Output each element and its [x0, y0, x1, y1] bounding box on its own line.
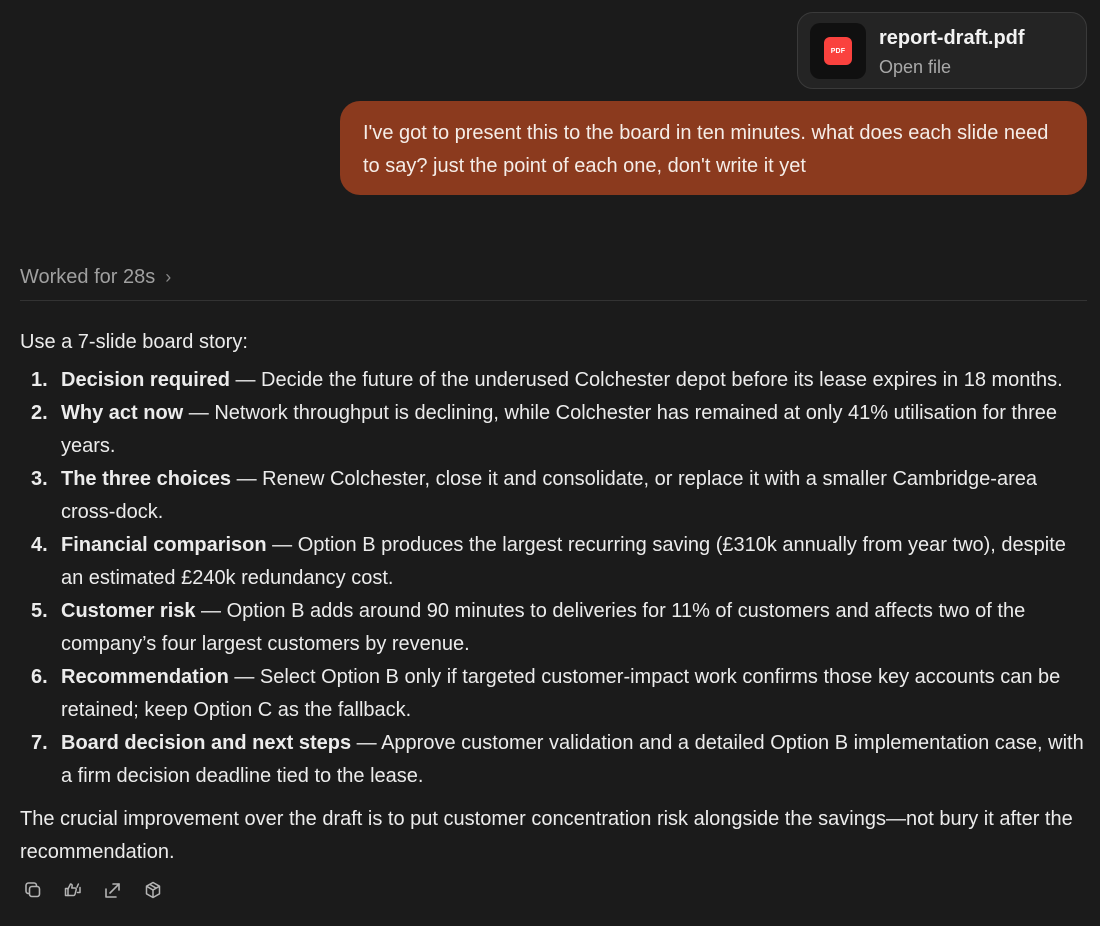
- worked-for-label: Worked for 28s: [20, 266, 156, 288]
- list-item-number: 3.: [31, 468, 48, 490]
- divider: [20, 300, 1087, 301]
- assistant-response: [20, 326, 1090, 869]
- list-item-title: Why act now: [61, 402, 184, 424]
- list-item-title: Board decision and next steps: [61, 732, 352, 754]
- list-item-number: 1.: [31, 369, 48, 391]
- list-item: [20, 529, 1090, 595]
- more-options-button[interactable]: [140, 877, 166, 903]
- list-item-number: 2.: [31, 402, 48, 424]
- list-item-title: Decision required: [61, 369, 230, 391]
- list-item-number: 4.: [31, 534, 48, 556]
- list-item-number: 7.: [31, 732, 48, 754]
- copy-icon: [23, 880, 43, 900]
- list-item: [20, 463, 1090, 529]
- copy-button[interactable]: [20, 877, 46, 903]
- pdf-icon: PDF: [824, 37, 852, 65]
- list-item: [20, 364, 1090, 397]
- list-item: [20, 397, 1090, 463]
- worked-for-toggle[interactable]: [20, 266, 171, 289]
- cube-icon: [143, 880, 163, 900]
- share-icon: [103, 880, 123, 900]
- feedback-button[interactable]: [60, 877, 86, 903]
- pdf-file-tile: [810, 23, 866, 79]
- list-item-title: Recommendation: [61, 666, 229, 688]
- list-item: [20, 661, 1090, 727]
- list-item-text: — Approve customer validation and a detailed Option B implementation case, with a firm decision deadline tied to the lease.: [61, 732, 1084, 787]
- response-closing: The crucial improvement over the draft is to put customer concentration risk alongside the savings—not bury it after the recommendation.: [20, 808, 1073, 863]
- list-item-title: Financial comparison: [61, 534, 267, 556]
- attachment-filename: report-draft.pdf: [879, 27, 1025, 49]
- user-message-bubble: [340, 101, 1087, 195]
- list-item: [20, 595, 1090, 661]
- list-item-title: Customer risk: [61, 600, 196, 622]
- list-item-text: — Option B adds around 90 minutes to deliveries for 11% of customers and affects two of the company’s four largest customers by revenue.: [61, 600, 1026, 655]
- open-file-link[interactable]: Open file: [879, 57, 952, 77]
- response-intro: Use a 7-slide board story:: [20, 331, 248, 353]
- list-item-text: — Decide the future of the underused Colchester depot before its lease expires in 18 months.: [229, 369, 1063, 391]
- slide-list: [20, 364, 1090, 793]
- attachment-card[interactable]: [797, 12, 1087, 89]
- list-item-number: 5.: [31, 600, 48, 622]
- list-item-text: — Option B produces the largest recurring saving (£310k annually from year two), despite an estimated £240k redundancy cost.: [61, 534, 1066, 589]
- list-item-text: — Select Option B only if targeted customer-impact work confirms those key accounts can be retained; keep Option C as the fallback.: [61, 666, 1061, 721]
- list-item-number: 6.: [31, 666, 48, 688]
- list-item-text: — Network throughput is declining, while Colchester has remained at only 41% utilisation for three years.: [61, 402, 1058, 457]
- share-button[interactable]: [100, 877, 126, 903]
- thumbs-up-down-icon: [63, 880, 83, 900]
- list-item-title: The three choices: [61, 468, 232, 490]
- user-message-text: I've got to present this to the board in ten minutes. what does each slide need to say? just the point of each one, don't write it yet: [363, 122, 1049, 177]
- message-actions: [20, 877, 166, 903]
- chevron-right-icon: ›: [165, 267, 172, 287]
- list-item-text: — Renew Colchester, close it and consolidate, or replace it with a smaller Cambridge-area cross-dock.: [61, 468, 1037, 523]
- list-item: [20, 727, 1090, 793]
